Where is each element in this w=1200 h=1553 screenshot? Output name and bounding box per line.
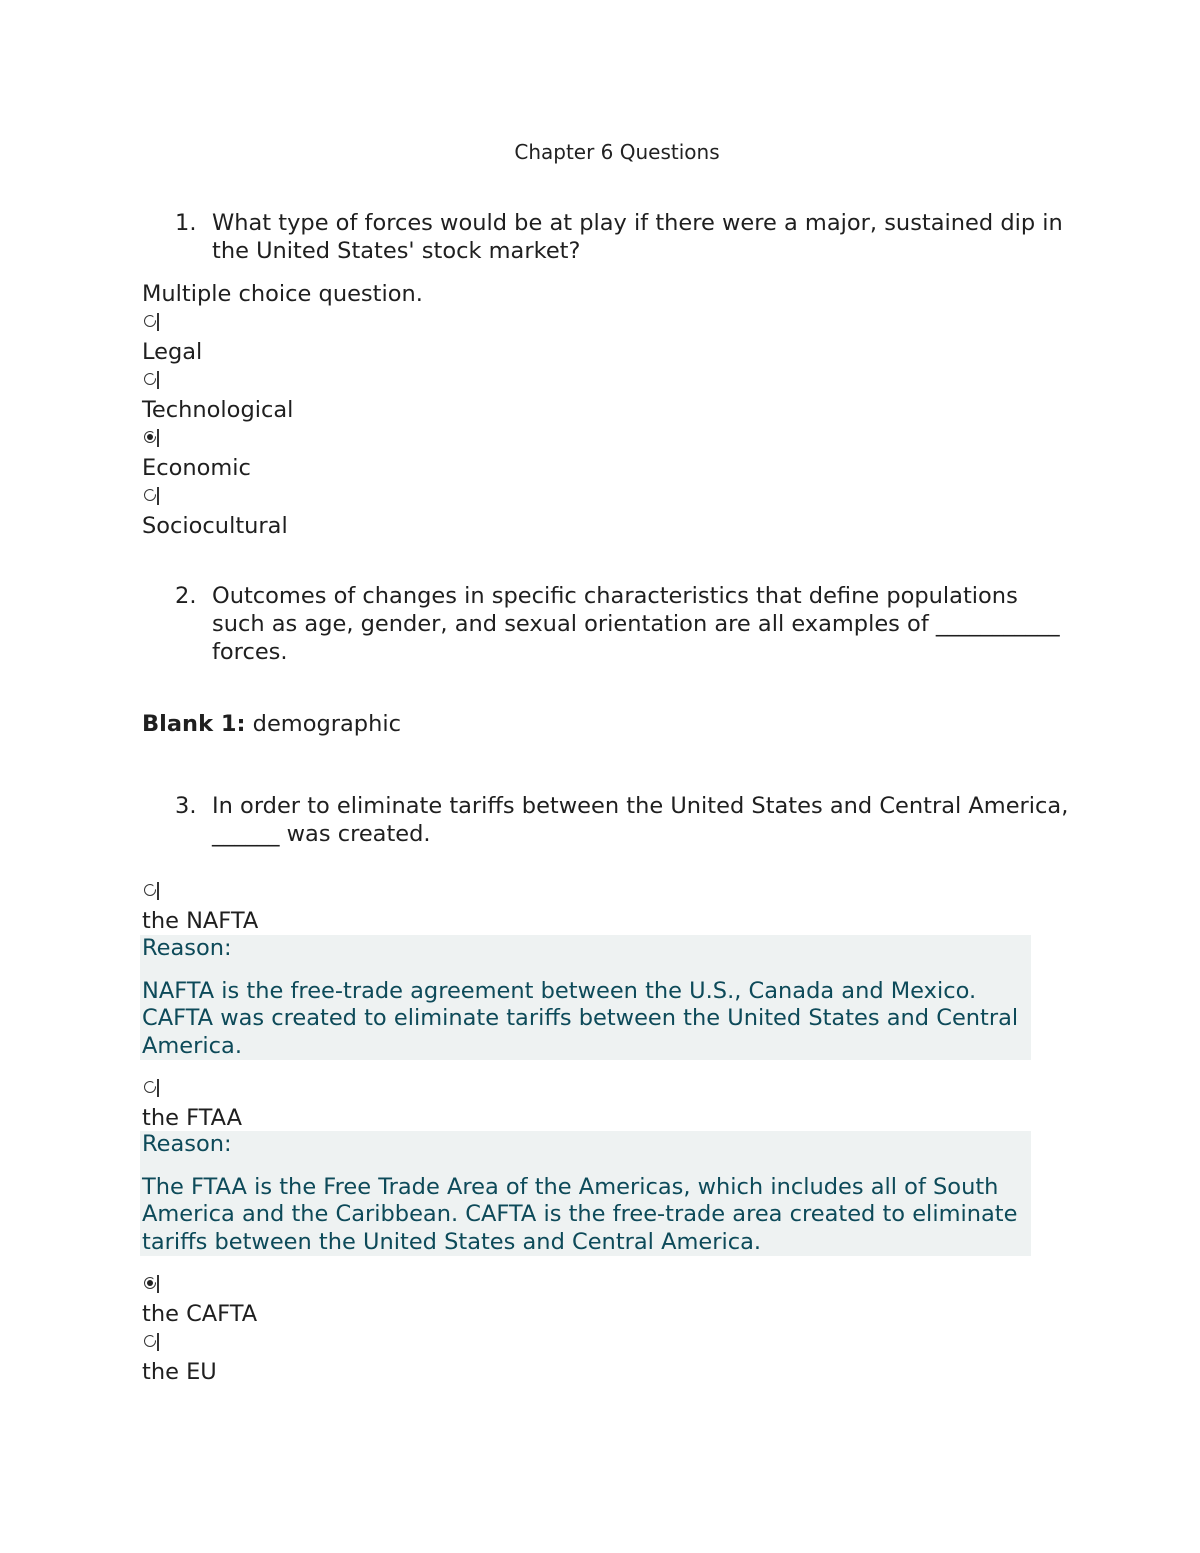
blank-answer: demographic <box>252 711 401 737</box>
question-number: 2. <box>175 583 197 609</box>
radio-button[interactable] <box>143 1333 163 1353</box>
option-label: the NAFTA <box>142 908 259 934</box>
question-number: 1. <box>175 210 197 236</box>
reason-label: Reason: <box>142 935 232 961</box>
radio-button[interactable] <box>143 1079 163 1099</box>
radio-button[interactable] <box>143 487 163 507</box>
question-text: In order to eliminate tariffs between the United States and Central America, ______ was created. <box>212 793 1069 847</box>
question-3 <box>175 792 1075 848</box>
reason-text: NAFTA is the free-trade agreement between the U.S., Canada and Mexico. CAFTA was created to eliminate tariffs between the United States and Central America. <box>142 977 1019 1059</box>
question-1 <box>175 209 1075 265</box>
radio-button-selected[interactable] <box>143 1275 163 1295</box>
question-text: Outcomes of changes in specific characteristics that define populations such as age, gender, and sexual orientation are all examples of ___________ forces. <box>212 583 1060 665</box>
blank-answer-row <box>142 710 401 738</box>
option-label: Legal <box>142 339 203 365</box>
reason-box <box>140 1131 1031 1256</box>
radio-button-selected[interactable] <box>143 429 163 449</box>
blank-label: Blank 1: <box>142 711 246 737</box>
option-label: the FTAA <box>142 1105 243 1131</box>
option-label: Economic <box>142 455 251 481</box>
question-type-label: Multiple choice question. <box>142 281 423 307</box>
option-label: Sociocultural <box>142 513 288 539</box>
option-label: the CAFTA <box>142 1301 258 1327</box>
radio-button[interactable] <box>143 882 163 902</box>
page-title: Chapter 6 Questions <box>514 140 720 164</box>
question-text: What type of forces would be at play if there were a major, sustained dip in the United States' stock market? <box>212 210 1063 264</box>
reason-label: Reason: <box>142 1131 232 1157</box>
radio-button[interactable] <box>143 371 163 391</box>
radio-button[interactable] <box>143 313 163 333</box>
reason-box <box>140 935 1031 1060</box>
reason-text: The FTAA is the Free Trade Area of the Americas, which includes all of South America and the Caribbean. CAFTA is the free-trade area created to eliminate tariffs between the United States and Central America. <box>142 1173 1018 1255</box>
question-number: 3. <box>175 793 197 819</box>
question-2 <box>175 582 1075 666</box>
option-label: Technological <box>142 397 294 423</box>
option-label: the EU <box>142 1359 217 1385</box>
